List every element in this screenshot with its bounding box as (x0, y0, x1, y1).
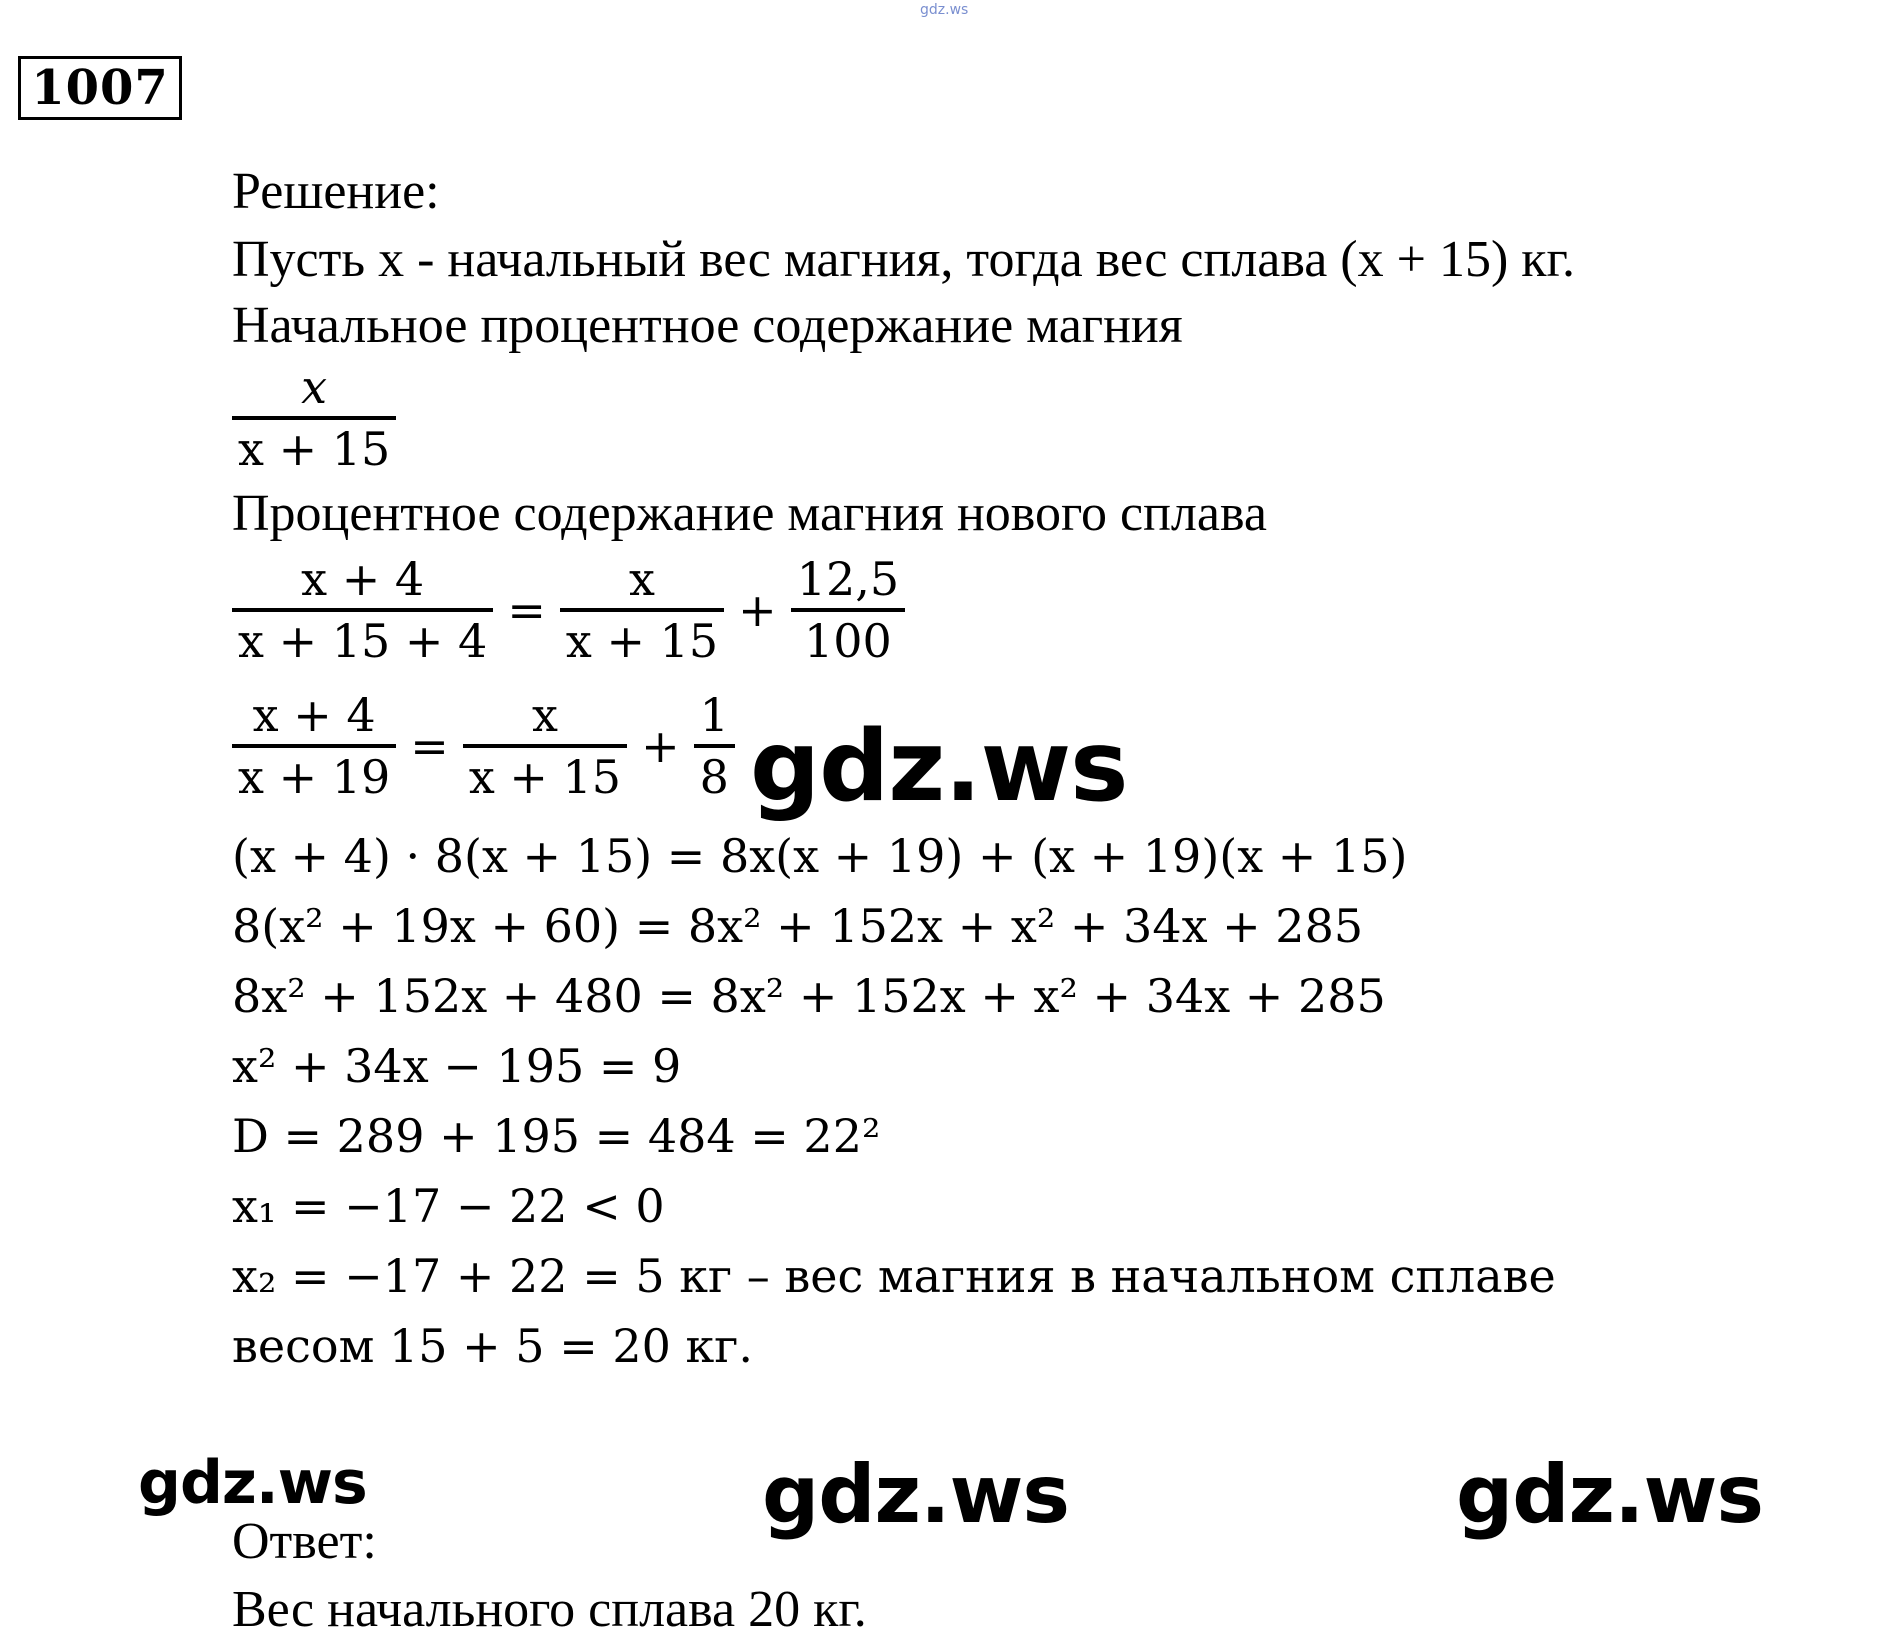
eq2-right-denominator: x + 15 (468, 750, 622, 804)
initial-fraction (232, 358, 396, 478)
root-1-line: x₁ = −17 − 22 < 0 (232, 1179, 665, 1233)
step-line-2: 8(x² + 19x + 60) = 8x² + 152x + x² + 34x + 285 (232, 899, 1364, 953)
watermark-bottom-right: gdz.ws (1456, 1448, 1764, 1541)
equation-2: $\frac{x + 4}{x + 19}$ = $\frac{x}{x + 15}$ + $\frac{1}{8}$ (232, 686, 735, 806)
root-2-line: x₂ = −17 + 22 = 5 кг – вес магния в начальном сплаве (232, 1249, 1556, 1303)
watermark-center: gdz.ws (750, 710, 1128, 824)
eq1-right-numerator: x (629, 552, 655, 606)
eq1-left-denominator: x + 15 + 4 (238, 614, 488, 668)
fraction-numerator: x (301, 360, 328, 414)
step-line-3: 8x² + 152x + 480 = 8x² + 152x + x² + 34x + 285 (232, 969, 1386, 1023)
eq2-left-denominator: x + 19 (238, 750, 391, 804)
eq1-right-denominator: x + 15 (565, 614, 719, 668)
equation-1: $\frac{x + 4}{x + 15 + 4}$ = $\frac{x}{x + 15}$ + $\frac{12,5}{100}$ (232, 550, 905, 670)
top-watermark: gdz.ws (920, 2, 969, 18)
step-line-4: x² + 34x − 195 = 9 (232, 1039, 682, 1093)
step-line-1: (x + 4) · 8(x + 15) = 8x(x + 19) + (x + 19)(x + 15) (232, 829, 1408, 883)
initial-content-label: Начальное процентное содержание магния (232, 297, 1183, 354)
solution-heading: Решение: (232, 163, 440, 220)
eq2-left-numerator: x + 4 (252, 688, 376, 742)
eq1-add-numerator: 12,5 (796, 552, 900, 606)
eq2-right-numerator: x (531, 688, 558, 742)
problem-number: 1007 (18, 56, 182, 120)
watermark-bottom-left: gdz.ws (138, 1448, 367, 1518)
answer-heading: Ответ: (232, 1513, 377, 1570)
total-weight-line: весом 15 + 5 = 20 кг. (232, 1319, 753, 1373)
intro-line: Пусть x - начальный вес магния, тогда вес сплава (x + 15) кг. (232, 231, 1575, 288)
eq1-left-numerator: x + 4 (301, 552, 425, 606)
eq2-add-denominator: 8 (699, 750, 729, 804)
eq1-add-denominator: 100 (803, 614, 892, 668)
discriminant-line: D = 289 + 195 = 484 = 22² (232, 1109, 881, 1163)
eq2-add-numerator: 1 (699, 688, 729, 742)
fraction-denominator: x + 15 (238, 422, 391, 476)
watermark-bottom-center: gdz.ws (762, 1448, 1070, 1541)
new-content-label: Процентное содержание магния нового сплава (232, 485, 1267, 542)
answer-text: Вес начального сплава 20 кг. (232, 1581, 867, 1638)
